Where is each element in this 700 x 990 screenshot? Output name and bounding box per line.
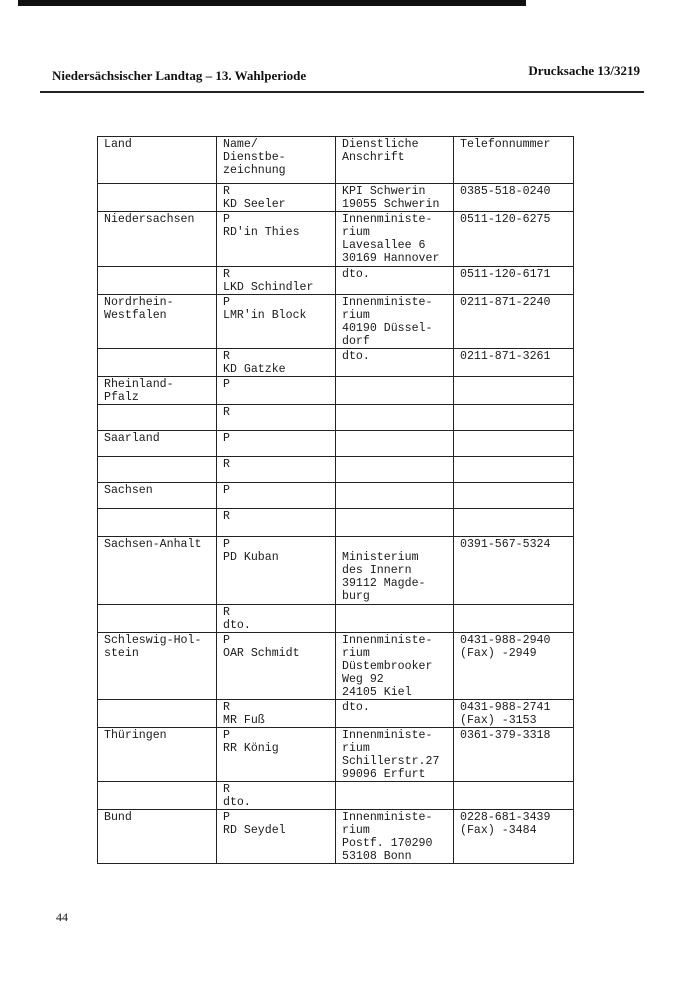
- table-cell: [336, 457, 454, 483]
- table-cell: 0228-681-3439 (Fax) -3484: [454, 810, 574, 864]
- table-cell: R: [217, 405, 336, 431]
- table-cell: R: [217, 509, 336, 537]
- table-cell: Saarland: [98, 431, 217, 457]
- table-row: [98, 605, 574, 633]
- header-document-number: Drucksache 13/3219: [528, 63, 640, 78]
- top-scan-bar: [18, 0, 526, 6]
- table-cell: P PD Kuban: [217, 537, 336, 605]
- table-cell: R MR Fuß: [217, 700, 336, 728]
- table-cell: Thüringen: [98, 728, 217, 782]
- table-cell: [454, 377, 574, 405]
- table-cell: Schleswig-Hol- stein: [98, 633, 217, 700]
- table-row: [98, 431, 574, 457]
- table-cell: Sachsen-Anhalt: [98, 537, 217, 605]
- table-row: [98, 537, 574, 605]
- table-row: [98, 405, 574, 431]
- column-header: Telefonnummer: [454, 137, 574, 184]
- table-cell: [454, 431, 574, 457]
- table-cell: [98, 405, 217, 431]
- table-row: [98, 728, 574, 782]
- table-cell: [98, 700, 217, 728]
- column-header: Name/ Dienstbe- zeichnung: [217, 137, 336, 184]
- table-cell: [454, 509, 574, 537]
- table-cell: Sachsen: [98, 483, 217, 509]
- table-row: [98, 457, 574, 483]
- table-cell: [454, 483, 574, 509]
- table-cell: [454, 782, 574, 810]
- table-cell: P: [217, 483, 336, 509]
- table-cell: dto.: [336, 267, 454, 295]
- table-row: [98, 349, 574, 377]
- table-cell: R: [217, 457, 336, 483]
- table-cell: [98, 457, 217, 483]
- table-cell: 0431-988-2741 (Fax) -3153: [454, 700, 574, 728]
- table-cell: [336, 782, 454, 810]
- table-cell: 0511-120-6275: [454, 212, 574, 267]
- table-cell: P RD'in Thies: [217, 212, 336, 267]
- table-cell: [98, 267, 217, 295]
- table-cell: 0511-120-6171: [454, 267, 574, 295]
- table-cell: [98, 349, 217, 377]
- column-header: Land: [98, 137, 217, 184]
- table-cell: [336, 509, 454, 537]
- table-cell: [454, 405, 574, 431]
- column-header: Dienstliche Anschrift: [336, 137, 454, 184]
- table-row: [98, 184, 574, 212]
- table-cell: Innenministe- rium Postf. 170290 53108 Bonn: [336, 810, 454, 864]
- contact-table-container: [97, 136, 574, 864]
- table-cell: R KD Seeler: [217, 184, 336, 212]
- table-cell: [98, 509, 217, 537]
- table-row: [98, 700, 574, 728]
- table-row: [98, 810, 574, 864]
- header-rule: [40, 91, 644, 93]
- table-row: [98, 267, 574, 295]
- table-cell: P: [217, 377, 336, 405]
- table-cell: Niedersachsen: [98, 212, 217, 267]
- table-cell: 0431-988-2940 (Fax) -2949: [454, 633, 574, 700]
- table-cell: [336, 483, 454, 509]
- table-cell: [336, 605, 454, 633]
- table-cell: P RD Seydel: [217, 810, 336, 864]
- table-cell: Bund: [98, 810, 217, 864]
- table-cell: P RR König: [217, 728, 336, 782]
- table-row: [98, 509, 574, 537]
- table-cell: Rheinland- Pfalz: [98, 377, 217, 405]
- table-cell: [336, 377, 454, 405]
- table-cell: R LKD Schindler: [217, 267, 336, 295]
- table-cell: KPI Schwerin 19055 Schwerin: [336, 184, 454, 212]
- table-header-row: [98, 137, 574, 184]
- table-row: [98, 483, 574, 509]
- table-cell: Innenministe- rium Düstembrooker Weg 92 24105 Kiel: [336, 633, 454, 700]
- table-cell: R KD Gatzke: [217, 349, 336, 377]
- table-cell: [336, 405, 454, 431]
- table-cell: [336, 431, 454, 457]
- table-cell: 0391-567-5324: [454, 537, 574, 605]
- table-cell: dto.: [336, 700, 454, 728]
- table-cell: P LMR'in Block: [217, 295, 336, 349]
- table-cell: Nordrhein- Westfalen: [98, 295, 217, 349]
- table-row: [98, 633, 574, 700]
- table-cell: Ministerium des Innern 39112 Magde- burg: [336, 537, 454, 605]
- table-cell: [98, 782, 217, 810]
- table-cell: [98, 184, 217, 212]
- table-cell: Innenministe- rium 40190 Düssel- dorf: [336, 295, 454, 349]
- table-cell: 0211-871-3261: [454, 349, 574, 377]
- table-row: [98, 782, 574, 810]
- contact-table: [97, 136, 574, 864]
- table-cell: Innenministe- rium Schillerstr.27 99096 Erfurt: [336, 728, 454, 782]
- table-cell: R dto.: [217, 605, 336, 633]
- table-cell: dto.: [336, 349, 454, 377]
- table-cell: P: [217, 431, 336, 457]
- table-cell: 0385-518-0240: [454, 184, 574, 212]
- table-cell: 0361-379-3318: [454, 728, 574, 782]
- table-row: [98, 295, 574, 349]
- table-row: [98, 212, 574, 267]
- table-cell: [454, 457, 574, 483]
- table-cell: 0211-871-2240: [454, 295, 574, 349]
- page-number: 44: [56, 910, 68, 924]
- table-cell: Innenministe- rium Lavesallee 6 30169 Hannover: [336, 212, 454, 267]
- table-cell: [454, 605, 574, 633]
- table-cell: P OAR Schmidt: [217, 633, 336, 700]
- table-cell: R dto.: [217, 782, 336, 810]
- header-parliament-title: Niedersächsischer Landtag – 13. Wahlperiode: [52, 68, 307, 83]
- table-row: [98, 377, 574, 405]
- table-cell: [98, 605, 217, 633]
